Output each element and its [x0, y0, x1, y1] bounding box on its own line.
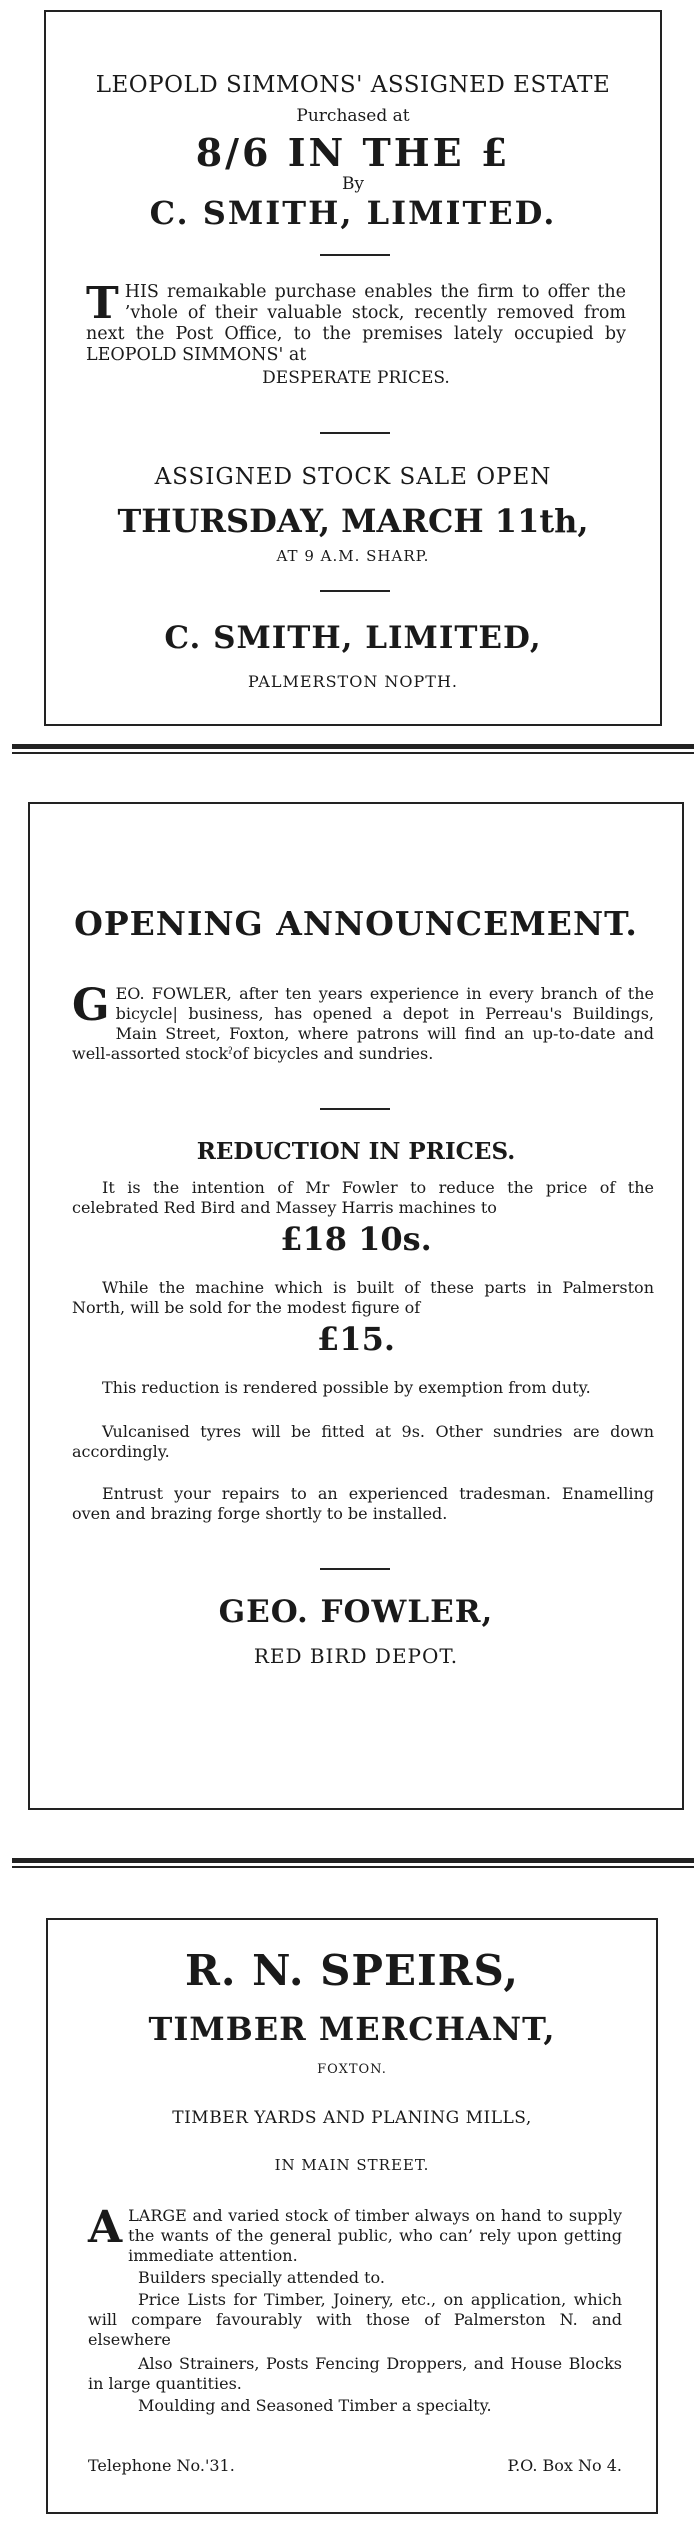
intro-paragraph — [72, 980, 654, 1064]
signature-place: PALMERSTON NOPTH. — [247, 672, 458, 691]
builders-text: Builders specially attended to. — [138, 2268, 385, 2287]
column-separator — [12, 744, 694, 754]
desperate-prices: DESPERATE PRICES. — [262, 368, 450, 388]
sale-open: ASSIGNED STOCK SALE OPEN — [154, 464, 552, 490]
drop-cap: G — [72, 980, 110, 1031]
column-separator — [12, 1858, 694, 1868]
price-red-bird: £18 10s. — [280, 1220, 432, 1258]
announcement-heading: OPENING ANNOUNCEMENT. — [74, 904, 638, 943]
merchant-town: FOXTON. — [317, 2062, 387, 2077]
tyres-text: Vulcanised tyres will be fitted at 9s. Other sundries are down accordingly. — [72, 1422, 654, 1461]
speirs-advert — [46, 1918, 658, 2514]
price-headline: 8/6 IN THE £ — [195, 130, 511, 175]
divider — [320, 590, 390, 592]
purchase-paragraph — [86, 278, 626, 388]
divider — [320, 1108, 390, 1110]
signature-place: RED BIRD DEPOT. — [253, 1644, 459, 1668]
repairs-text: Entrust your repairs to an experienced tradesman. Enamelling oven and brazing forge shortly to be installed. — [72, 1484, 654, 1523]
merchant-trade: TIMBER MERCHANT, — [148, 2010, 556, 2048]
sale-time: AT 9 A.M. SHARP. — [276, 547, 430, 565]
yards-heading: TIMBER YARDS AND PLANING MILLS, — [172, 2108, 532, 2128]
telephone-number: Telephone No.'31. — [88, 2456, 235, 2475]
intro-text: EO. FOWLER, after ten years experience in every branch of the bicycle| business, has opened a depot in Perreau's Buildings, Main Street, Foxton, where patrons will find an up-to-date and well-assorted stockˀof bicycles and sundries. — [72, 984, 654, 1063]
divider — [320, 254, 390, 256]
divider — [320, 1568, 390, 1570]
signature-name: C. SMITH, LIMITED, — [164, 620, 542, 656]
strainers-text: Also Strainers, Posts Fencing Droppers, and House Blocks in large quantities. — [88, 2354, 622, 2393]
stock-text: LARGE and varied stock of timber always on hand to supply the wants of the general public, who can’ rely upon getting immediate attention. — [128, 2206, 622, 2265]
palmerston-machine-text: While the machine which is built of these parts in Palmerston North, will be sold for the modest figure of — [72, 1278, 654, 1317]
reduction-intro: It is the intention of Mr Fowler to reduce the price of the celebrated Red Bird and Massey Harris machines to — [72, 1178, 654, 1217]
price-lists-text: Price Lists for Timber, Joinery, etc., on application, which will compare favourably with those of Palmerston N. and elsewhere — [88, 2290, 622, 2349]
fowler-advert — [28, 802, 684, 1810]
smith-advert — [44, 10, 662, 726]
signature-name: GEO. FOWLER, — [218, 1594, 494, 1630]
drop-cap: T — [86, 278, 119, 329]
price-palmerston: £15. — [317, 1320, 395, 1358]
exemption-text: This reduction is rendered possible by exemption from duty. — [102, 1378, 591, 1397]
reduction-heading: REDUCTION IN PRICES. — [196, 1138, 516, 1165]
merchant-name: R. N. SPEIRS, — [184, 1946, 520, 1995]
purchased-at: Purchased at — [296, 106, 410, 126]
moulding-text: Moulding and Seasoned Timber a specialty. — [138, 2396, 492, 2415]
drop-cap: A — [88, 2202, 123, 2253]
purchase-text: HIS remaıkable purchase enables the firm to offer the ’vhole of their valuable stock, recently removed from next the Post Office, to the premises lately occupied by LEOPOLD SIMMONS' at — [86, 282, 626, 365]
company-name: C. SMITH, LIMITED. — [149, 194, 557, 232]
by-label: By — [341, 174, 365, 194]
estate-title: LEOPOLD SIMMONS' ASSIGNED ESTATE — [95, 72, 611, 98]
divider — [320, 432, 390, 434]
stock-paragraph — [88, 2202, 622, 2266]
po-box: P.O. Box No 4. — [507, 2456, 622, 2475]
street-heading: IN MAIN STREET. — [274, 2156, 430, 2174]
sale-date: THURSDAY, MARCH 11th, — [117, 502, 589, 540]
